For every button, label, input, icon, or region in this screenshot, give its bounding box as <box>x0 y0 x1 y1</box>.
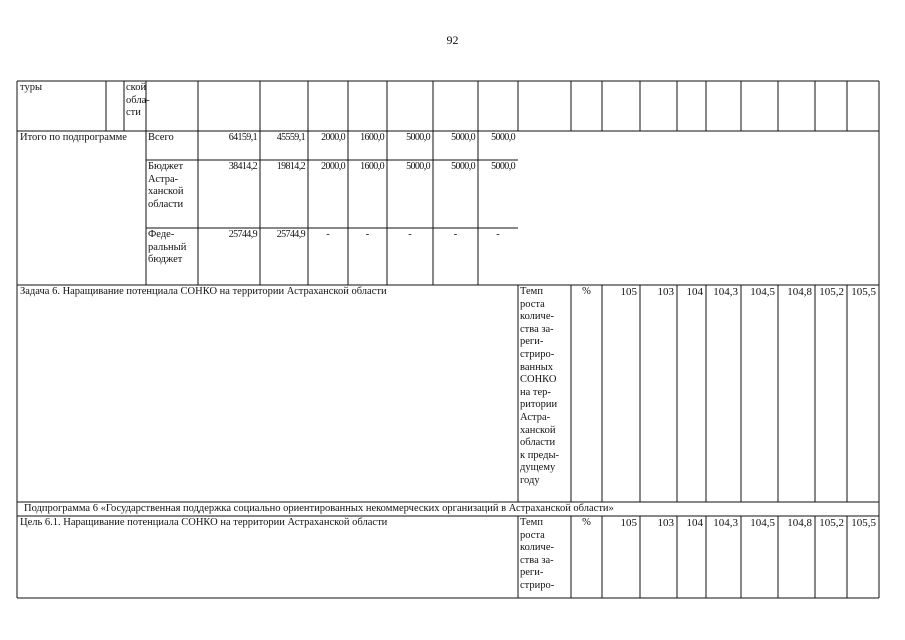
zadacha-label: Задача 6. Наращивание потенциала СОНКО на территории Астраханской области <box>20 286 387 297</box>
cel-value: 105,5 <box>851 517 876 529</box>
cel-unit: % <box>582 517 591 528</box>
page-number: 92 <box>446 33 459 47</box>
itogo-value: 2000,0 <box>321 161 345 172</box>
itogo-value: - <box>496 229 500 240</box>
itogo-row-name: Феде- ральный бюджет <box>148 229 187 266</box>
itogo-value: 1600,0 <box>360 132 384 143</box>
zadacha-value: 105 <box>620 286 637 298</box>
itogo-value: 5000,0 <box>406 132 430 143</box>
zadacha-value: 105,2 <box>819 286 844 298</box>
itogo-value: 5000,0 <box>451 132 475 143</box>
itogo-value: 2000,0 <box>321 132 345 143</box>
zadacha-value: 103 <box>657 286 674 298</box>
itogo-row-name: Бюджет Астра- ханской области <box>148 161 184 210</box>
itogo-value: - <box>326 229 330 240</box>
itogo-value: 5000,0 <box>451 161 475 172</box>
itogo-row-name: Всего <box>148 132 174 143</box>
itogo-value: 5000,0 <box>491 161 515 172</box>
top-row-col1: туры <box>20 82 43 93</box>
cel-value: 104,8 <box>787 517 812 529</box>
itogo-value: 25744,9 <box>228 229 257 240</box>
cel-value: 103 <box>657 517 674 529</box>
zadacha-unit: % <box>582 286 591 297</box>
cel-value: 104 <box>686 517 703 529</box>
cel-indicator: Темп роста количе- ства за- реги- стриро- <box>520 517 555 591</box>
itogo-value: 19814,2 <box>276 161 305 172</box>
zadacha-indicator: Темп роста количе- ства за- реги- стриро- ванных СОНКО на тер- ритории Астра- ханской области к преды- дущему году <box>520 286 560 486</box>
cel-value: 105 <box>620 517 637 529</box>
itogo-value: 25744,9 <box>276 229 305 240</box>
zadacha-value: 105,5 <box>851 286 876 298</box>
cel-value: 105,2 <box>819 517 844 529</box>
zadacha-value: 104 <box>686 286 703 298</box>
zadacha-value: 104,5 <box>750 286 775 298</box>
itogo-value: - <box>408 229 412 240</box>
cel-value: 104,5 <box>750 517 775 529</box>
itogo-value: - <box>365 229 370 240</box>
itogo-value: 5000,0 <box>406 161 430 172</box>
itogo-value: 1600,0 <box>360 161 384 172</box>
itogo-value: - <box>453 229 458 240</box>
itogo-value: 5000,0 <box>491 132 515 143</box>
cel-label: Цель 6.1. Наращивание потенциала СОНКО на территории Астраханской области <box>20 517 388 528</box>
itogo-value: 64159,1 <box>228 132 257 143</box>
zadacha-value: 104,8 <box>787 286 812 298</box>
itogo-label: Итого по подпрограмме <box>20 132 127 143</box>
itogo-value: 38414,2 <box>228 161 257 172</box>
itogo-value: 45559,1 <box>276 132 305 143</box>
cel-value: 104,3 <box>713 517 738 529</box>
zadacha-value: 104,3 <box>713 286 738 298</box>
podprogramma-title: Подпрограмма 6 «Государственная поддержка социально ориентированных некоммерческих организаций в Астраханской области» <box>24 503 614 514</box>
top-row-col3: ской обла- сти <box>126 82 150 119</box>
